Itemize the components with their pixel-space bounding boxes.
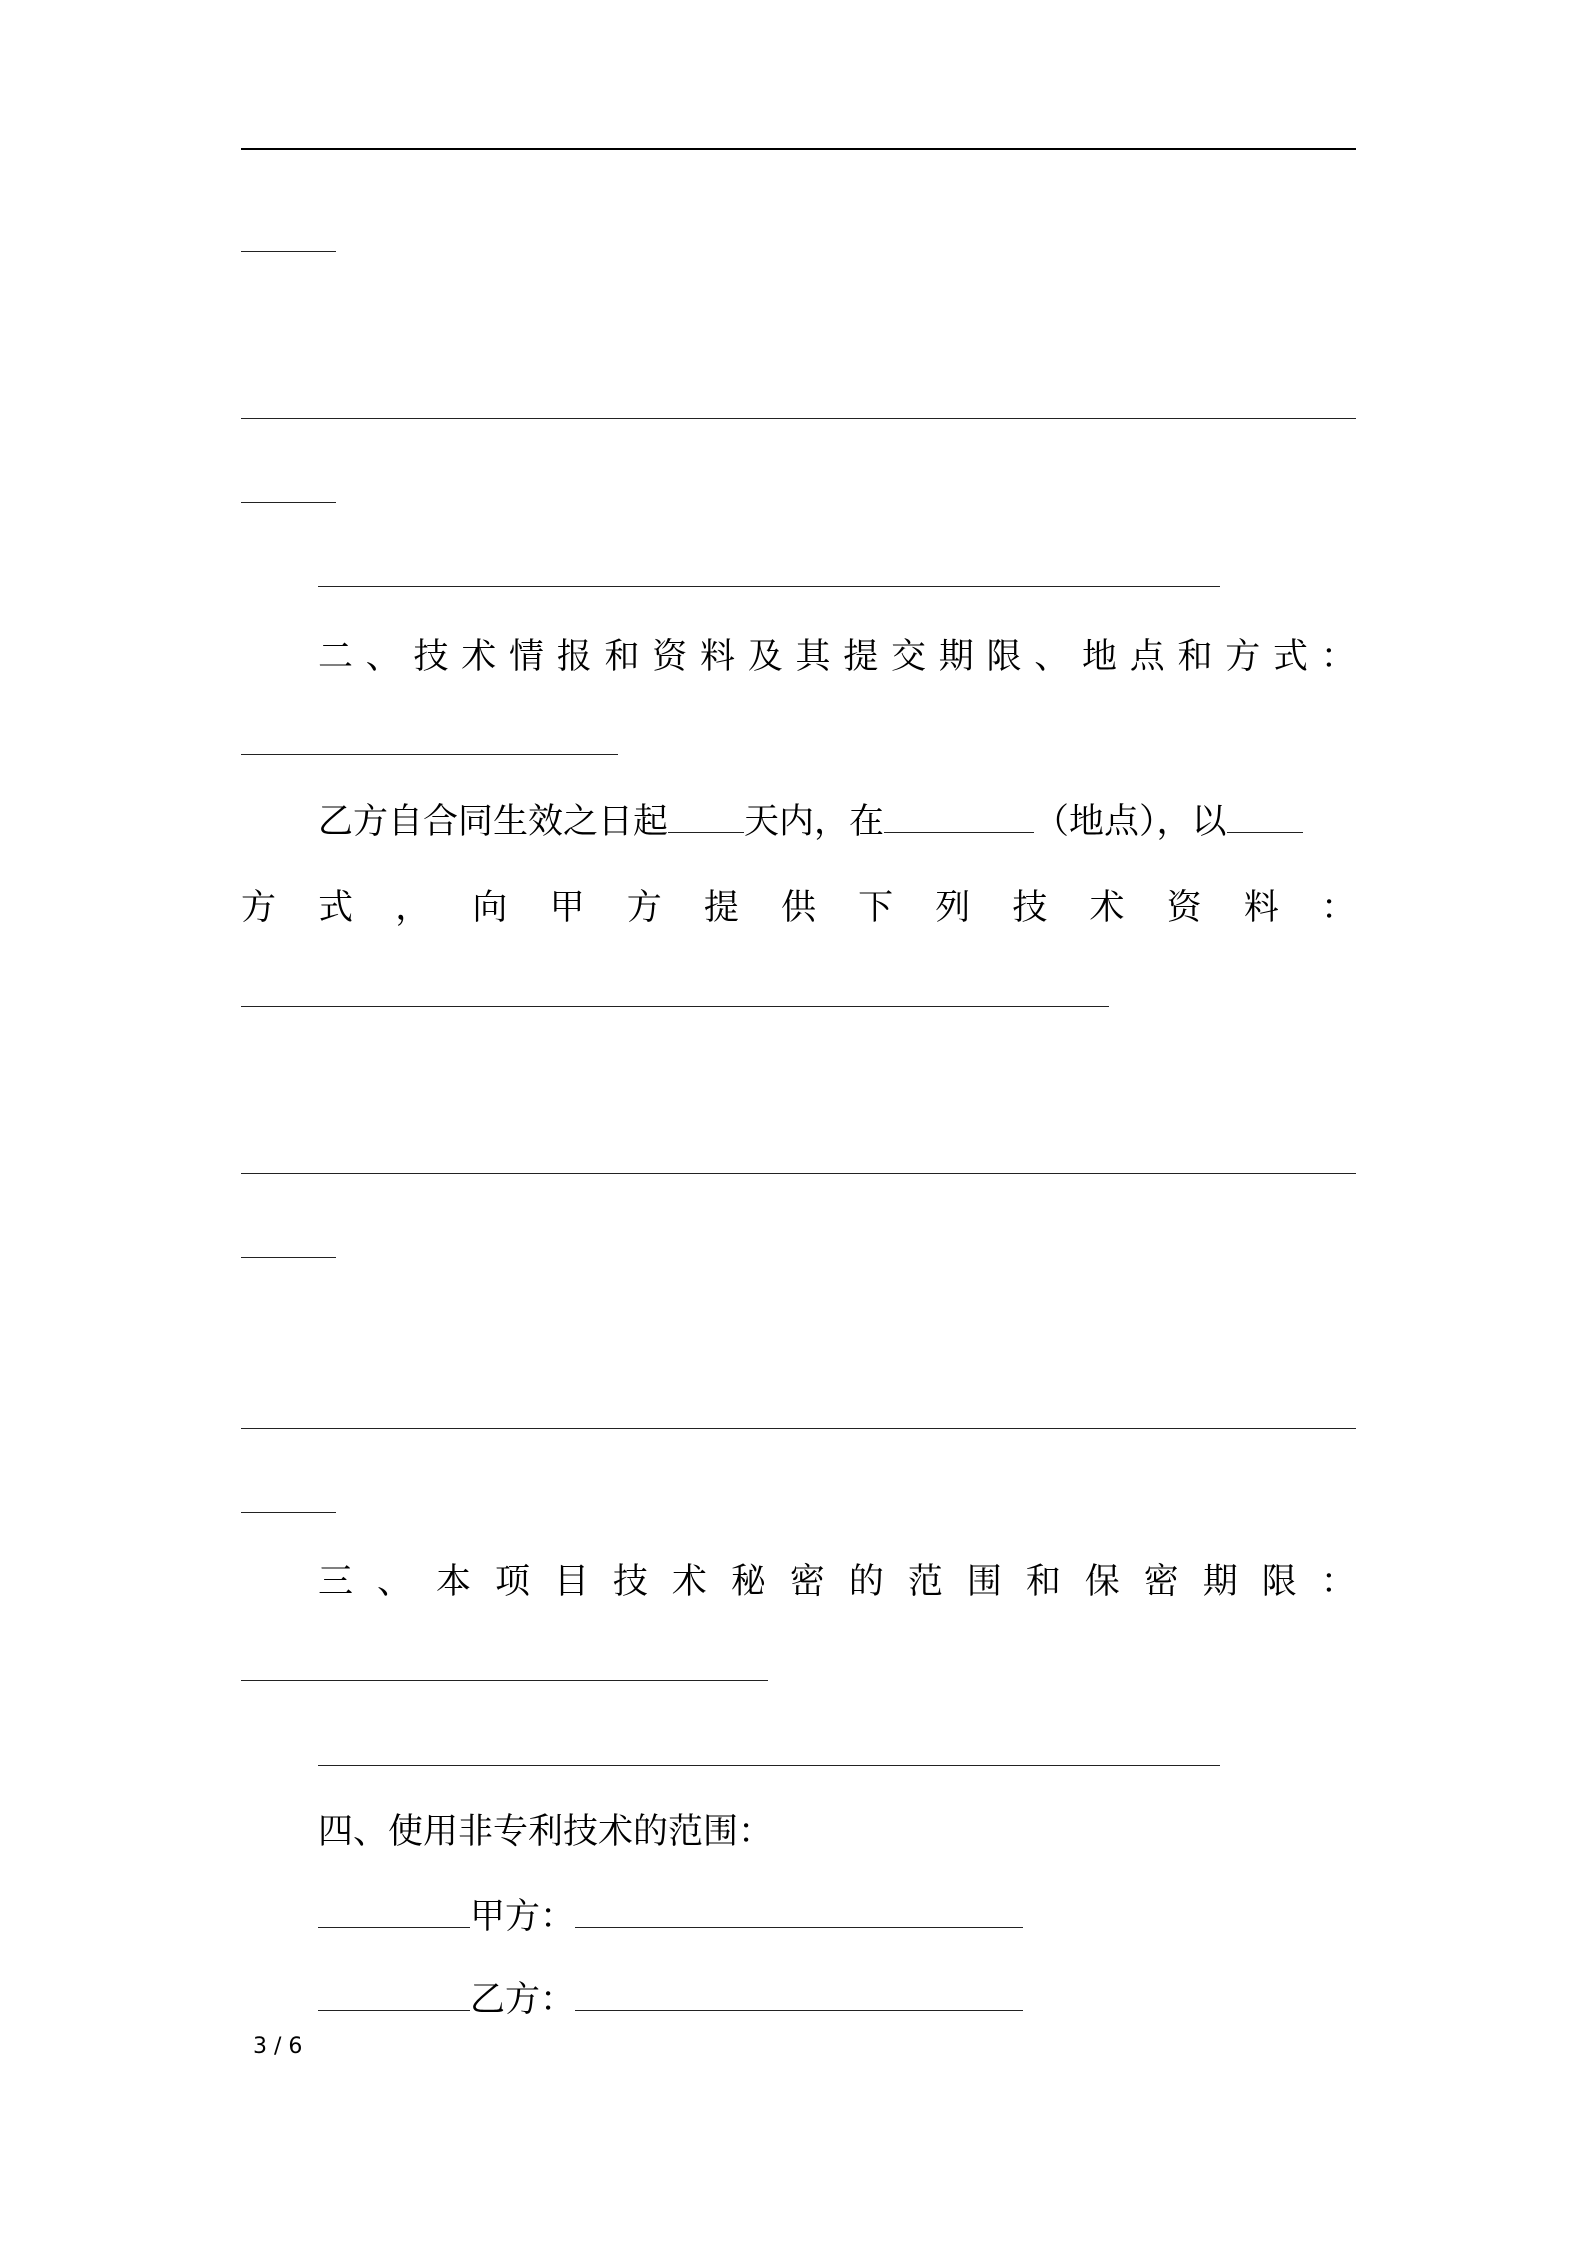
- heading-char: 、: [365, 637, 401, 677]
- heading-char: 、: [1034, 637, 1070, 677]
- heading-char: 情: [509, 637, 545, 677]
- heading-char: 及: [747, 637, 783, 677]
- clause-delivery-line-2: [241, 886, 1356, 930]
- method-blank: [1227, 802, 1303, 833]
- heading-char: ：: [1320, 637, 1356, 677]
- heading-char: 点: [1129, 637, 1165, 677]
- days-blank: [668, 802, 744, 833]
- party-a-label: 甲方：: [470, 1897, 576, 1937]
- party-b-blank: [575, 1980, 1023, 2011]
- clause-char: 供: [780, 888, 816, 928]
- clause-char: 式: [318, 888, 354, 928]
- heading-char: 三: [318, 1562, 354, 1602]
- heading-char: 限: [1261, 1562, 1297, 1602]
- heading-char: 项: [494, 1562, 530, 1602]
- clause-text: （地点），以: [1034, 802, 1227, 842]
- clause-char: ：: [1320, 888, 1356, 928]
- heading-char: 和: [1177, 637, 1213, 677]
- section-4-heading: 四、使用非专利技术的范围：: [318, 1812, 774, 1852]
- party-a-line: [318, 1895, 1023, 1939]
- blank-line: [241, 754, 618, 755]
- heading-char: 和: [604, 637, 640, 677]
- heading-char: 术: [461, 637, 497, 677]
- party-a-blank: [575, 1897, 1023, 1928]
- blank-line: [241, 502, 336, 503]
- party-b-prefix-blank: [318, 1980, 470, 2011]
- blank-line: [241, 1428, 1356, 1429]
- blank-line: [241, 251, 336, 252]
- heading-char: 、: [376, 1562, 412, 1602]
- clause-char: 术: [1089, 888, 1125, 928]
- heading-char: 期: [938, 637, 974, 677]
- heading-char: 技: [612, 1562, 648, 1602]
- heading-char: 和: [1025, 1562, 1061, 1602]
- heading-char: 资: [652, 637, 688, 677]
- clause-char: 向: [472, 888, 508, 928]
- blank-line: [241, 1257, 336, 1258]
- heading-char: 式: [1273, 637, 1309, 677]
- clause-char: 料: [1243, 888, 1279, 928]
- heading-char: 密: [1143, 1562, 1179, 1602]
- page-indicator: 3 / 6: [253, 2034, 303, 2059]
- heading-char: 术: [671, 1562, 707, 1602]
- clause-char: 方: [241, 888, 277, 928]
- clause-delivery-line: [318, 800, 1303, 844]
- heading-char: 交: [891, 637, 927, 677]
- heading-char: 围: [966, 1562, 1002, 1602]
- header-rule: [241, 148, 1356, 150]
- heading-char: 密: [789, 1562, 825, 1602]
- blank-line: [318, 586, 1220, 587]
- blank-line: [318, 1765, 1220, 1766]
- heading-char: 秘: [730, 1562, 766, 1602]
- clause-char: 提: [703, 888, 739, 928]
- clause-text: 乙方自合同生效之日起: [318, 802, 669, 842]
- party-b-label: 乙方：: [470, 1980, 576, 2020]
- heading-char: 本: [435, 1562, 471, 1602]
- blank-line: [241, 1173, 1356, 1174]
- clause-char: 资: [1166, 888, 1202, 928]
- heading-char: 地: [1082, 637, 1118, 677]
- heading-char: 报: [556, 637, 592, 677]
- heading-char: 期: [1202, 1562, 1238, 1602]
- section-2-heading: [318, 635, 1356, 679]
- clause-char: 技: [1012, 888, 1048, 928]
- blank-line: [241, 1680, 768, 1681]
- clause-char: 下: [858, 888, 894, 928]
- heading-char: 保: [1084, 1562, 1120, 1602]
- heading-char: 范: [907, 1562, 943, 1602]
- section-3-heading: [318, 1560, 1356, 1604]
- heading-char: 方: [1225, 637, 1261, 677]
- blank-line: [241, 418, 1356, 419]
- heading-char: 料: [700, 637, 736, 677]
- heading-char: 二: [318, 637, 354, 677]
- party-b-line: [318, 1978, 1023, 2022]
- heading-char: 目: [553, 1562, 589, 1602]
- blank-line: [241, 1512, 336, 1513]
- clause-char: 列: [935, 888, 971, 928]
- heading-char: 的: [848, 1562, 884, 1602]
- blank-line: [241, 1006, 1109, 1007]
- heading-char: 限: [986, 637, 1022, 677]
- clause-char: 方: [626, 888, 662, 928]
- heading-char: 其: [795, 637, 831, 677]
- clause-char: 甲: [549, 888, 585, 928]
- clause-char: ，: [395, 888, 431, 928]
- heading-char: 提: [843, 637, 879, 677]
- heading-char: 技: [413, 637, 449, 677]
- location-blank: [884, 802, 1034, 833]
- party-a-prefix-blank: [318, 1897, 470, 1928]
- clause-text: 天内，在: [744, 802, 885, 842]
- heading-char: ：: [1320, 1562, 1356, 1602]
